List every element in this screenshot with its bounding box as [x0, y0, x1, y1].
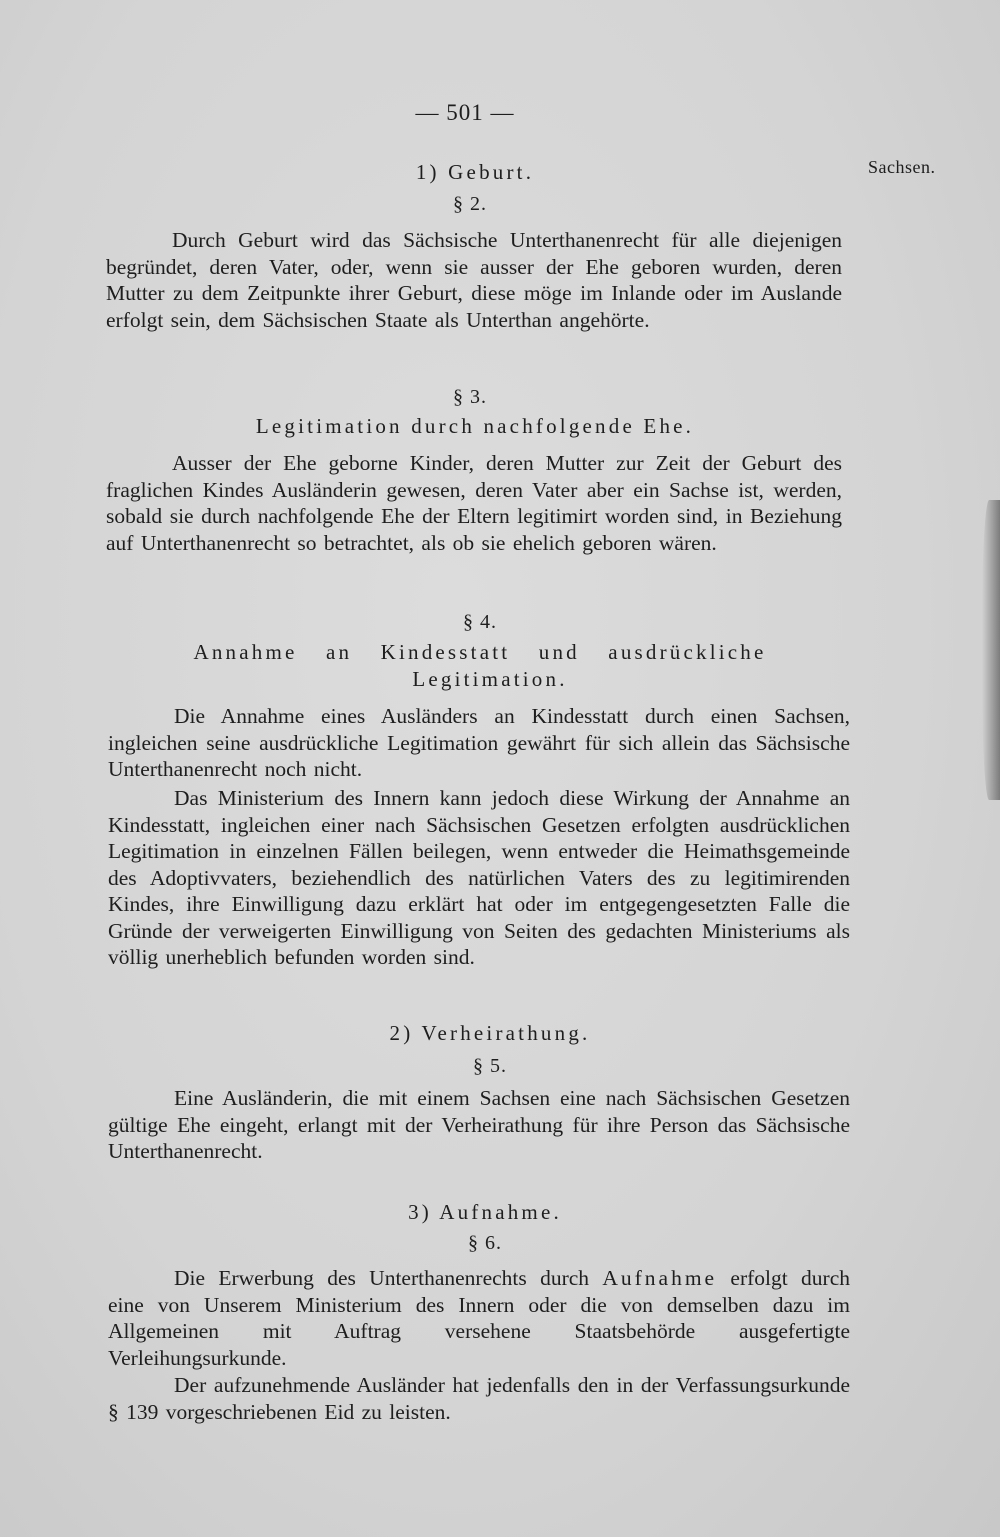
section-heading-geburt: 1) Geburt. [415, 160, 535, 184]
paragraph-sign-5: § 5. [473, 1055, 507, 1077]
paragraph-sign-2: § 2. [453, 193, 487, 215]
paragraph-4-title-line1: Annahme an Kindesstatt und ausdrückliche [193, 640, 767, 664]
paragraph-2-text: Durch Geburt wird das Sächsische Unterthanenrecht für alle diejenigen begründet, deren Vater, oder, wenn sie ausser der Ehe geboren wurden, deren Mutter zu dem Zeitpunkte ihrer Geburt, diese möge im Inlande oder im Auslande erfolgt sein, dem Sächsischen Staate als Unterthan angehörte. [106, 228, 842, 332]
paragraph-sign-4: § 4. [463, 611, 497, 633]
paragraph-4-text-2: Das Ministerium des Innern kann jedoch diese Wirkung der Annahme an Kindesstatt, ingleichen einer nach Sächsischen Gesetzen erfolgten ausdrücklichen Legitimation in einzelnen Fällen beilegen, wenn entweder die Heimathsgemeinde des Adoptivvaters, beziehendlich des natürlichen Vaters des zu legitimirenden Kindes, ihre Einwilligung dazu erklärt hat oder im entgegengesetzten Falle die Gründe der verweigerten Einwilligung von Seiten des gedachten Ministeriums als völlig unerheblich befunden worden sind. [108, 786, 850, 969]
paragraph-3-title: Legitimation durch nachfolgende Ehe. [255, 414, 695, 438]
margin-note: Sachsen. [868, 157, 936, 177]
page-edge-shadow [982, 500, 1000, 800]
section-heading-aufnahme: 3) Aufnahme. [408, 1200, 562, 1224]
paragraph-5-text: Eine Ausländerin, die mit einem Sachsen eine nach Sächsischen Gesetzen gültige Ehe eingeht, erlangt mit der Verheirathung für ihre Person das Sächsische Unterthanenrecht. [108, 1086, 850, 1163]
paragraph-6-text-1 [108, 1265, 850, 1371]
paragraph-3-text: Ausser der Ehe geborne Kinder, deren Mutter zur Zeit der Geburt des fraglichen Kindes Ausländerin gewesen, deren Vater aber ein Sachse ist, werden, sobald sie durch nachfolgende Ehe der Eltern legitimirt worden sind, in Beziehung auf Unterthanenrecht so betrachtet, als ob sie ehelich geboren wären. [106, 451, 842, 555]
section-heading-verheirathung: 2) Verheirathung. [389, 1021, 591, 1045]
paragraph-sign-3: § 3. [453, 386, 487, 408]
paragraph-4-title-line2: Legitimation. [412, 667, 568, 691]
paragraph-6-emphasis: Aufnahme [602, 1266, 718, 1290]
page-number: — 501 — [415, 100, 515, 125]
paragraph-6-text-2: Der aufzunehmende Ausländer hat jedenfalls den in der Verfassungsurkunde § 139 vorgeschriebenen Eid zu leisten. [108, 1373, 850, 1424]
paragraph-4-text-1: Die Annahme eines Ausländers an Kindesstatt durch einen Sachsen, ingleichen seine ausdrückliche Legitimation gewährt für sich allein das Sächsische Unterthanenrecht noch nicht. [108, 704, 850, 781]
paragraph-sign-6: § 6. [468, 1232, 502, 1254]
paragraph-6-text-1-a: Die Erwerbung des Unterthanenrechts durch [174, 1266, 603, 1290]
paragraph-6-text-1-b: erfolgt durch eine von Unserem Ministerium des Innern oder die von demselben dazu im Allgemeinen mit Auftrag versehene Staatsbehörde ausgefertigte Verleihungsurkunde. [108, 1266, 851, 1370]
